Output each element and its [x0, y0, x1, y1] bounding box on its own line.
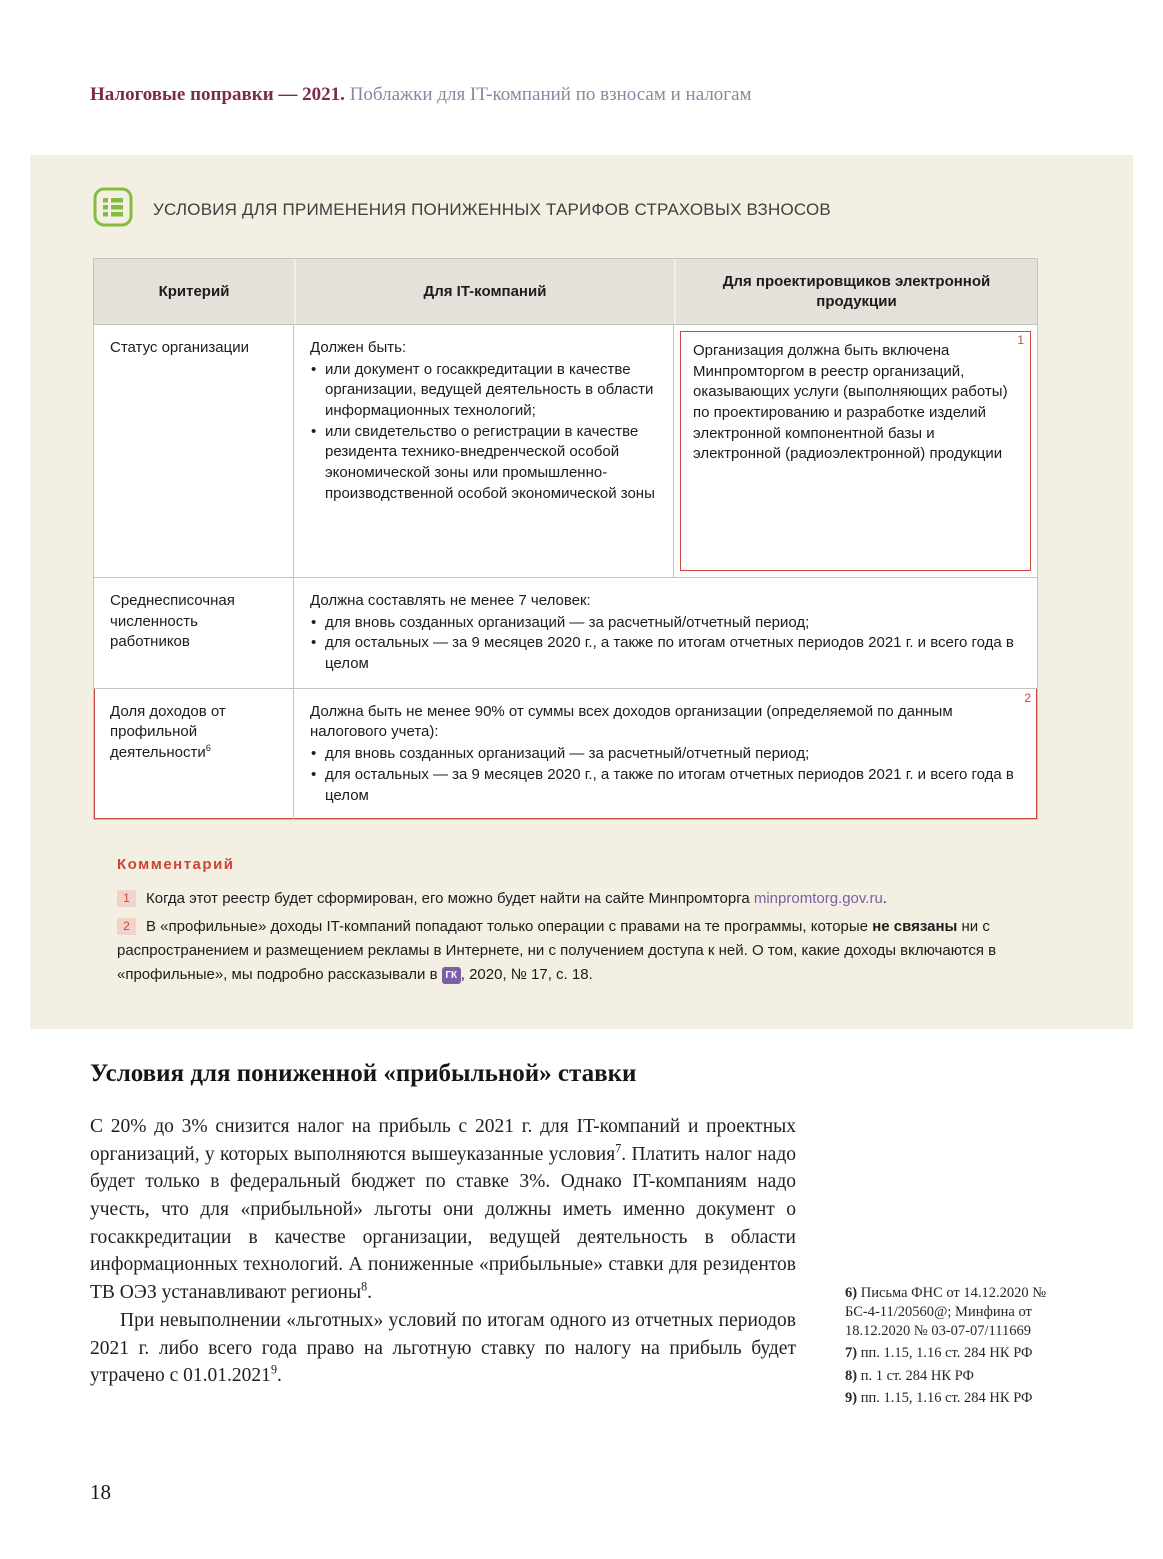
cell-it-companies	[294, 324, 674, 577]
article-heading: Условия для пониженной «прибыльной» ставки	[90, 1060, 637, 1087]
paragraph-text: С 20% до 3% снизится налог на прибыль с 2021 г. для IT-компаний и проектных организаций, у которых выполняются вышеуказанные условия	[90, 1116, 796, 1165]
footnote-ref-6: 6	[205, 743, 211, 754]
conditions-infobox	[30, 155, 1133, 1029]
footnote-text: п. 1 ст. 284 НК РФ	[860, 1367, 974, 1384]
running-head-title: Налоговые поправки — 2021.	[90, 84, 345, 105]
bullet-item: • или свидетельство о регистрации в качестве резидента технико-внедренческой особой экономической зоны или промышленно-производственной особой экономической зоны	[310, 422, 657, 505]
bullet-item: • для остальных — за 9 месяцев 2020 г., а также по итогам отчетных периодов 2021 г. и всего года в целом	[310, 633, 1021, 674]
page-number: 18	[90, 1480, 111, 1504]
footnote-ref-8: 8	[361, 1279, 368, 1294]
infobox-header	[93, 187, 1070, 232]
paragraph-text: . Платить налог надо будет только в федеральный бюджет по ставке 3%. Однако IT-компаниям надо учесть, что для «прибыльной» льготы они должны иметь именно документ о госаккредитации в качестве организации, ведущей деятельность в области информационных технологий. А пониженные «прибыльные» ставки для резидентов ТВ ОЭЗ устанавливают регионы	[90, 1143, 796, 1304]
note-text-bold: не связаны	[872, 918, 958, 936]
column-header-designers: Для проектировщиков электронной продукции	[674, 259, 1037, 324]
minpromtorg-link[interactable]: minpromtorg.gov.ru	[753, 890, 883, 908]
footnote-9	[845, 1389, 1083, 1408]
cell-criterion	[94, 688, 294, 819]
cell-intro: Должна составлять не менее 7 человек:	[310, 592, 591, 609]
cell-criterion: Среднесписочная численность работников	[94, 577, 294, 688]
comment-note-2	[117, 915, 1049, 987]
cell-designers	[674, 324, 1037, 577]
comment-note-1	[117, 887, 1049, 911]
infobox-title: УСЛОВИЯ ДЛЯ ПРИМЕНЕНИЯ ПОНИЖЕННЫХ ТАРИФОВ СТРАХОВЫХ ВЗНОСОВ	[153, 199, 831, 219]
table-header-row	[94, 259, 1037, 324]
note-marker-2: 2	[117, 918, 136, 935]
bullet-item: • для остальных — за 9 месяцев 2020 г., а также по итогам отчетных периодов 2021 г. и всего года в целом	[310, 765, 1021, 806]
table-row-headcount	[94, 577, 1037, 688]
cell-merged	[294, 577, 1037, 688]
note-text: .	[882, 890, 887, 908]
bullet-item: • для вновь созданных организаций — за расчетный/отчетный период;	[310, 744, 1021, 765]
footnote-ref-9: 9	[270, 1362, 277, 1377]
paragraph-text: .	[276, 1365, 282, 1387]
table-row-income-share	[94, 688, 1037, 819]
cell-intro: Должен быть:	[310, 339, 407, 356]
article-paragraph-2	[90, 1307, 796, 1390]
footnote-number: 7)	[845, 1345, 858, 1362]
table-row-status	[94, 324, 1037, 577]
footnote-text: Письма ФНС от 14.12.2020 № БС-4-11/20560@; Минфина от 18.12.2020 № 03-07-07/111669	[845, 1285, 1047, 1340]
cell-merged	[294, 688, 1037, 819]
running-head-subtitle: Поблажки для IT-компаний по взносам и налогам	[344, 84, 752, 105]
cell-criterion-text: Доля доходов от профильной деятельности	[110, 702, 226, 762]
note-marker-1: 1	[117, 890, 136, 907]
annotation-frame-1	[680, 331, 1031, 571]
note-text: В «профильные» доходы IT-компаний попадают только операции с правами на те программы, которые	[146, 918, 873, 936]
paragraph-text: При невыполнении «льготных» условий по итогам одного из отчетных периодов 2021 г. либо всего года право на льготную ставку по налогу на прибыль будет утрачено с 01.01.2021	[90, 1309, 796, 1387]
magazine-gk-icon[interactable]: ГК	[442, 967, 461, 984]
column-header-criterion: Критерий	[94, 259, 294, 324]
cell-criterion: Статус организации	[94, 324, 294, 577]
footnote-7	[845, 1344, 1083, 1363]
comment-block	[93, 856, 1049, 987]
annotation-marker-2: 2	[1024, 690, 1031, 705]
footnote-text: пп. 1.15, 1.16 ст. 284 НК РФ	[860, 1345, 1033, 1362]
comment-title: Комментарий	[117, 856, 235, 874]
footnote-6	[845, 1284, 1083, 1341]
footnote-text: пп. 1.15, 1.16 ст. 284 НК РФ	[860, 1389, 1033, 1406]
note-text: Когда этот реестр будет сформирован, его можно будет найти на сайте Минпромторга	[146, 890, 754, 908]
annotation-marker-1: 1	[1017, 333, 1024, 347]
cell-designers-text: Организация должна быть включена Минпромторгом в реестр организаций, оказывающих услуги (выполняющих работы) по проектированию и разработке изделий электронной компонентной базы и электронной (радиоэлектронной) продукции	[693, 342, 1008, 463]
footnote-number: 9)	[845, 1389, 858, 1406]
conditions-table	[93, 258, 1038, 820]
article-section	[90, 1060, 796, 1390]
bullet-item: • для вновь созданных организаций — за расчетный/отчетный период;	[310, 613, 1021, 634]
margin-footnotes	[845, 1284, 1083, 1411]
article-paragraph-1	[90, 1113, 796, 1307]
cell-intro: Должна быть не менее 90% от суммы всех доходов организации (определяемой по данным налогового учета):	[310, 702, 953, 741]
bullet-item: • или документ о госаккредитации в качестве организации, ведущей деятельность в области информационных технологий;	[310, 360, 657, 422]
note-text: ни с распространением и размещением рекламы в Интернете, ни с получением доступа к ней. О том, какие доходы включаются в «профильные», мы подробно рассказывали в	[117, 918, 997, 984]
footnote-ref-7: 7	[615, 1141, 622, 1156]
column-header-it: Для IT-компаний	[294, 259, 674, 324]
running-head	[90, 84, 752, 106]
footnote-8	[845, 1367, 1083, 1386]
table-grid-icon	[93, 187, 133, 232]
footnote-number: 8)	[845, 1367, 858, 1384]
note-text: , 2020, № 17, с. 18.	[460, 966, 593, 984]
paragraph-text: .	[367, 1282, 373, 1304]
footnote-number: 6)	[845, 1285, 858, 1301]
